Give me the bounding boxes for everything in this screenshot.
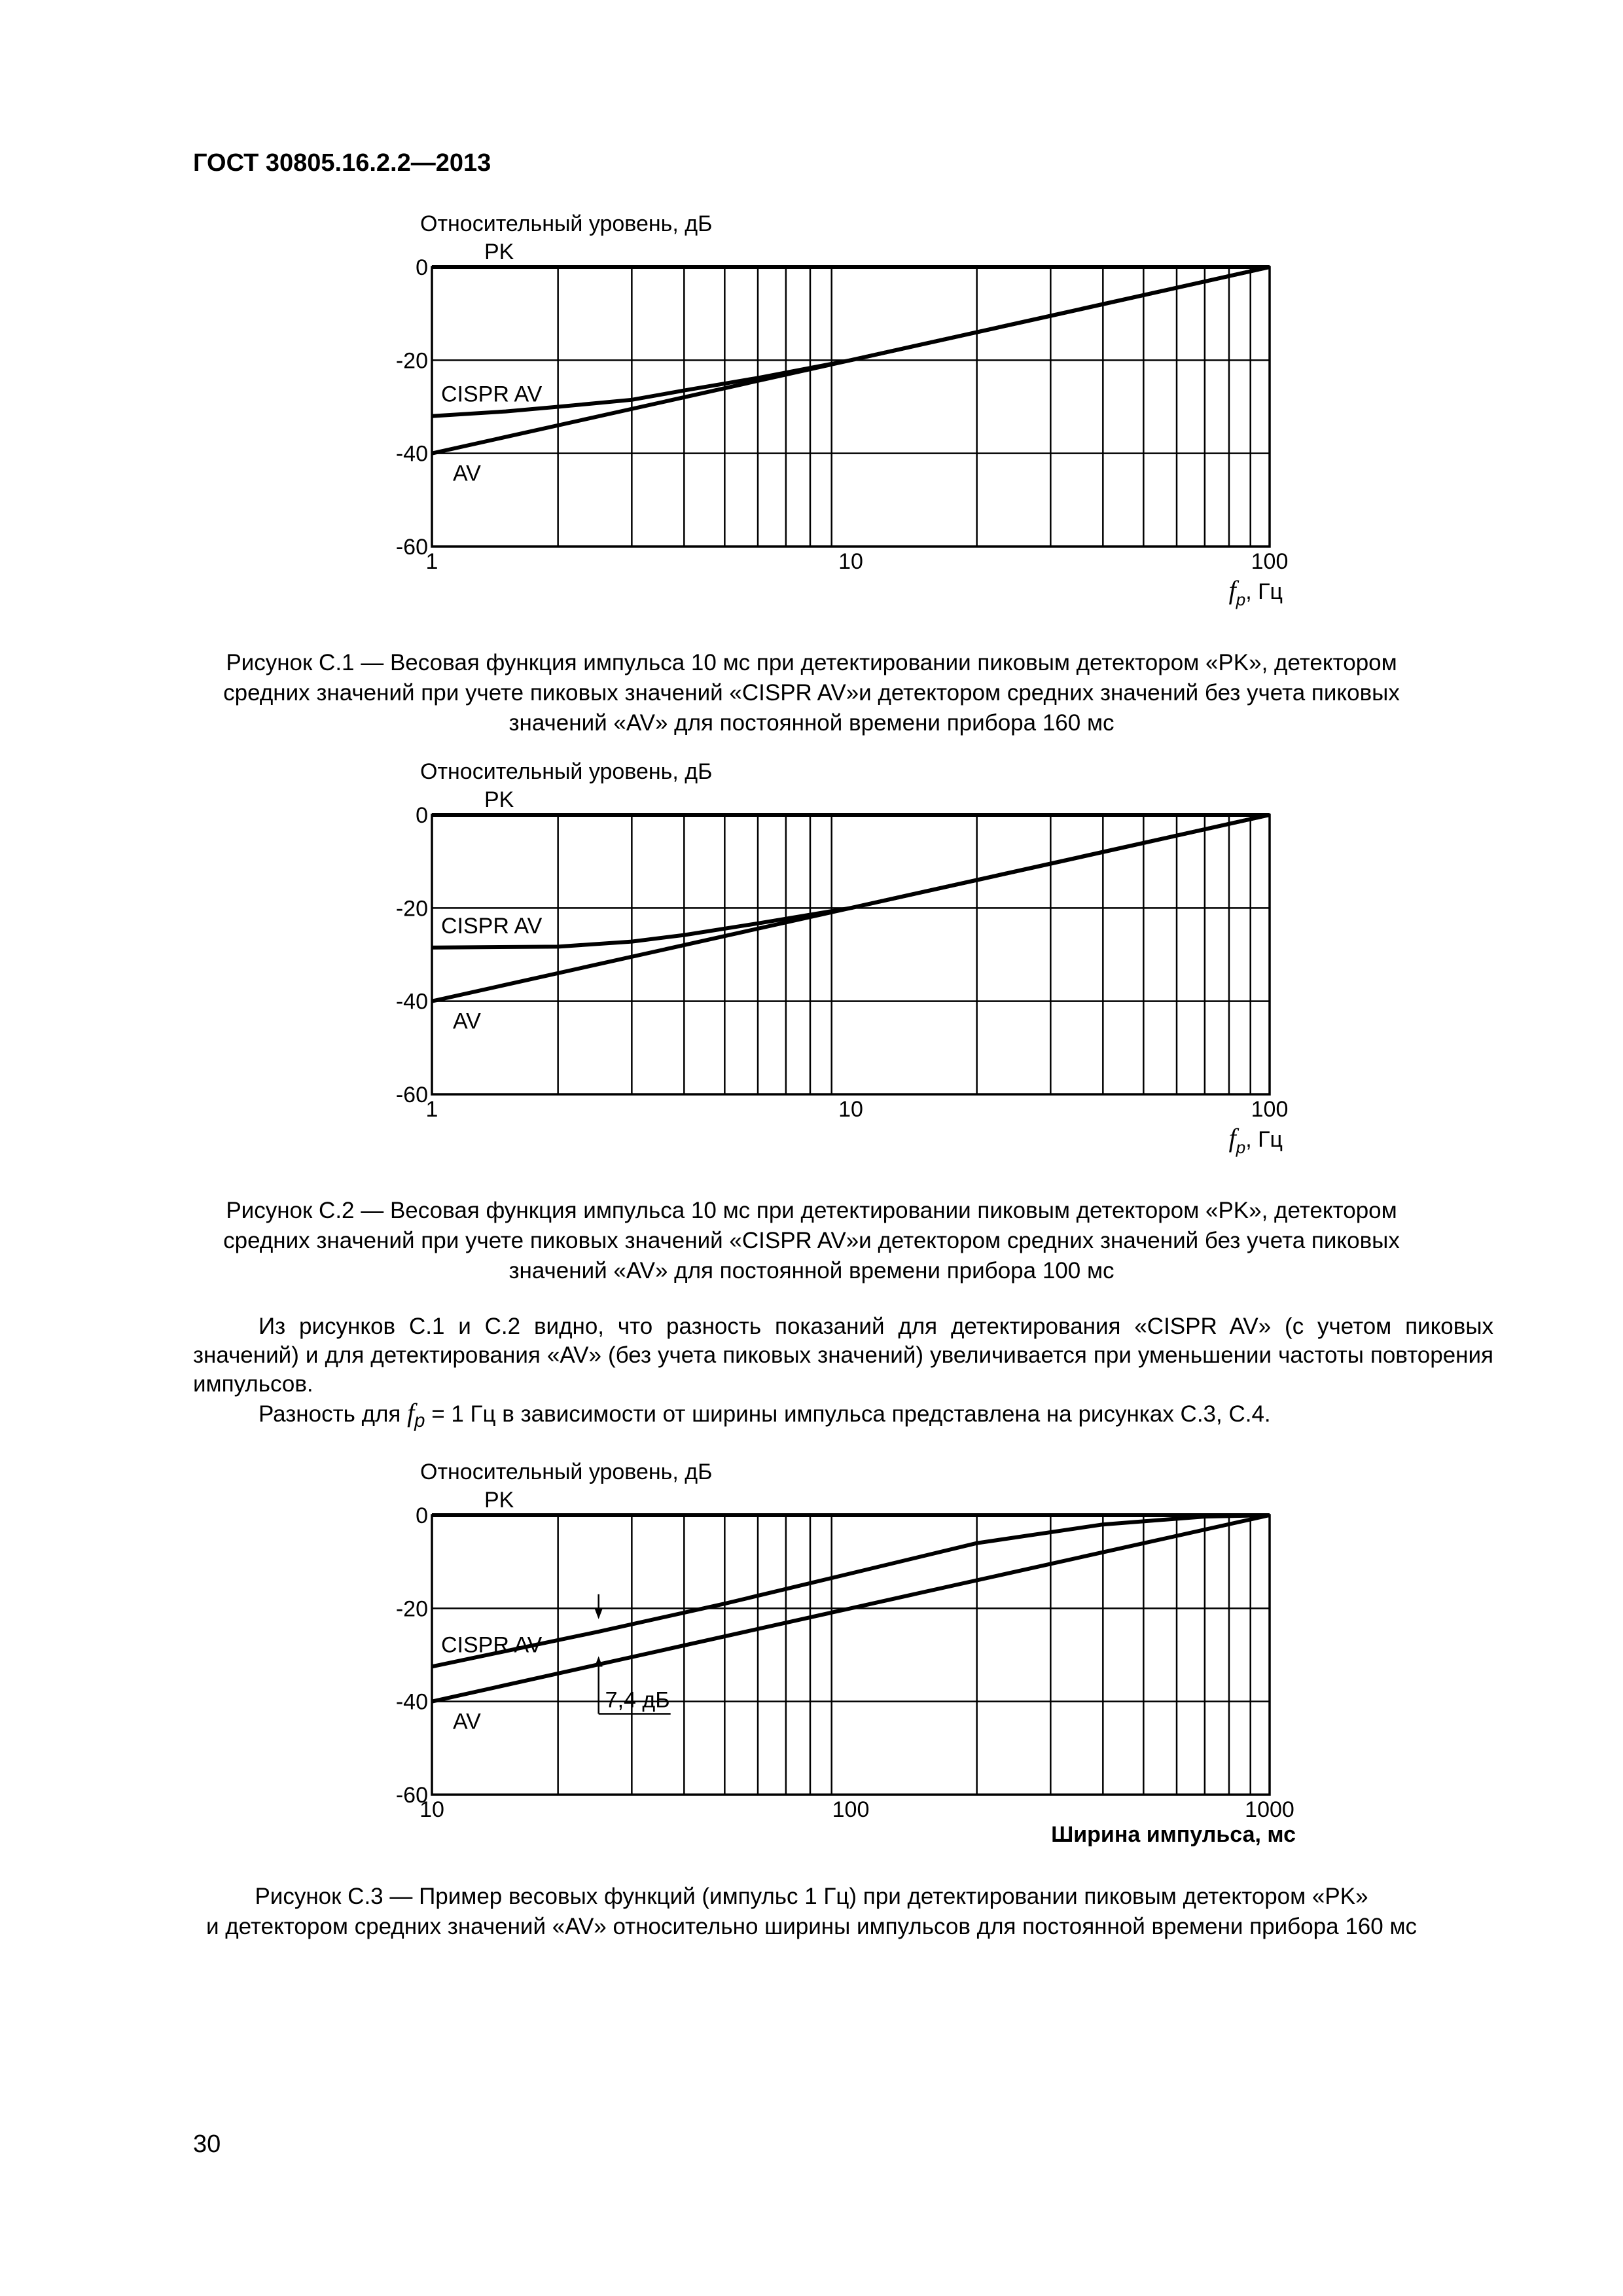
y-tick-label: -40 (395, 1689, 428, 1715)
caption-line: средних значений при учете пиковых значений «CISPR AV»и детектором средних значений без учета пиковых (223, 680, 1400, 706)
y-tick-label: -40 (395, 441, 428, 467)
x-tick-label: 1 (425, 549, 438, 574)
y-tick-label: -60 (395, 535, 428, 560)
y-tick-label: 0 (416, 1503, 428, 1528)
symbol-subscript: p (414, 1410, 425, 1431)
x-axis-symbol: f (1228, 575, 1236, 605)
series-label: PK (484, 787, 514, 812)
y-axis-label: Относительный уровень, дБ (420, 759, 713, 784)
x-tick-label: 100 (832, 1797, 870, 1822)
annotation-arrowhead (595, 1657, 603, 1667)
x-axis-subscript: p (1236, 1138, 1246, 1157)
series-label: CISPR AV (441, 1632, 543, 1658)
y-axis-label: Относительный уровень, дБ (420, 211, 713, 236)
x-tick-label: 100 (1251, 549, 1289, 574)
y-tick-label: 0 (416, 255, 428, 280)
caption-line: значений «AV» для постоянной времени прибора 100 мс (508, 1258, 1115, 1283)
y-tick-label: -60 (395, 1783, 428, 1808)
x-tick-label: 1000 (1245, 1797, 1294, 1822)
chart-svg (366, 754, 1335, 1173)
annotation-arrowhead (595, 1609, 603, 1619)
caption-line: Рисунок С.2 — Весовая функция импульса 10 мс при детектировании пиковым детектором «PK», детектором (226, 1198, 1397, 1223)
series-label: AV (453, 461, 481, 486)
figure-caption (164, 648, 1459, 738)
y-tick-label: -60 (395, 1083, 428, 1107)
chart-svg (366, 206, 1335, 625)
x-axis-label (1229, 1123, 1283, 1157)
series-label: CISPR AV (441, 382, 543, 407)
y-tick-label: -40 (395, 989, 428, 1014)
x-tick-label: 1 (425, 1097, 438, 1122)
chart-figure-c3 (366, 1454, 1335, 1873)
caption-line: средних значений при учете пиковых значений «CISPR AV»и детектором средних значений без учета пиковых (223, 1228, 1400, 1253)
series-label: CISPR AV (441, 913, 543, 939)
x-tick-label: 10 (838, 1097, 863, 1122)
y-tick-label: -20 (395, 348, 428, 374)
page-number: 30 (193, 2130, 221, 2158)
y-tick-label: 0 (416, 803, 428, 828)
x-axis-label (1229, 575, 1283, 609)
figure-caption (164, 1196, 1459, 1286)
x-axis-unit: , Гц (1245, 579, 1283, 604)
figure-caption (164, 1882, 1459, 1942)
document-header: ГОСТ 30805.16.2.2—2013 (193, 149, 491, 177)
x-tick-label: 100 (1251, 1097, 1289, 1122)
annotation-label: 7,4 дБ (605, 1687, 670, 1713)
x-axis-symbol: f (1228, 1123, 1236, 1153)
x-tick-label: 10 (419, 1797, 444, 1822)
chart-svg (366, 1454, 1335, 1873)
body-text (193, 1312, 1493, 1435)
y-axis-label: Относительный уровень, дБ (420, 1460, 713, 1484)
x-tick-label: 10 (838, 549, 863, 574)
series-label: PK (484, 1488, 514, 1513)
symbol: f (407, 1398, 415, 1427)
x-axis-label: Ширина импульса, мс (1051, 1822, 1296, 1847)
caption-line: Рисунок С.1 — Весовая функция импульса 10 мс при детектировании пиковым детектором «PK», детектором (226, 650, 1397, 675)
series-label: PK (484, 240, 514, 264)
x-axis-subscript: p (1236, 590, 1246, 609)
y-tick-label: -20 (395, 1596, 428, 1622)
text: Разность для (259, 1401, 401, 1427)
series-label: AV (453, 1009, 481, 1034)
caption-line: Рисунок С.3 — Пример весовых функций (импульс 1 Гц) при детектировании пиковым детектором «PK» (255, 1884, 1368, 1909)
text: = 1 Гц в зависимости от ширины импульса представлена на рисунках С.3, С.4. (431, 1401, 1271, 1427)
paragraph: Из рисунков С.1 и С.2 видно, что разность показаний для детектирования «CISPR AV» (с учетом пиковых значений) и для детектирования «AV» (без учета пиковых значений) увеличивается при уменьшении частоты повторения импульсов. (193, 1314, 1493, 1397)
chart-figure-c1 (366, 206, 1335, 625)
paragraph (193, 1399, 1493, 1435)
x-axis-unit: , Гц (1245, 1127, 1283, 1152)
series-label: AV (453, 1709, 481, 1734)
chart-figure-c2 (366, 754, 1335, 1173)
caption-line: значений «AV» для постоянной времени прибора 160 мс (508, 710, 1115, 736)
y-tick-label: -20 (395, 896, 428, 922)
caption-line: и детектором средних значений «AV» относительно ширины импульсов для постоянной времени прибора 160 мс (205, 1914, 1418, 1939)
